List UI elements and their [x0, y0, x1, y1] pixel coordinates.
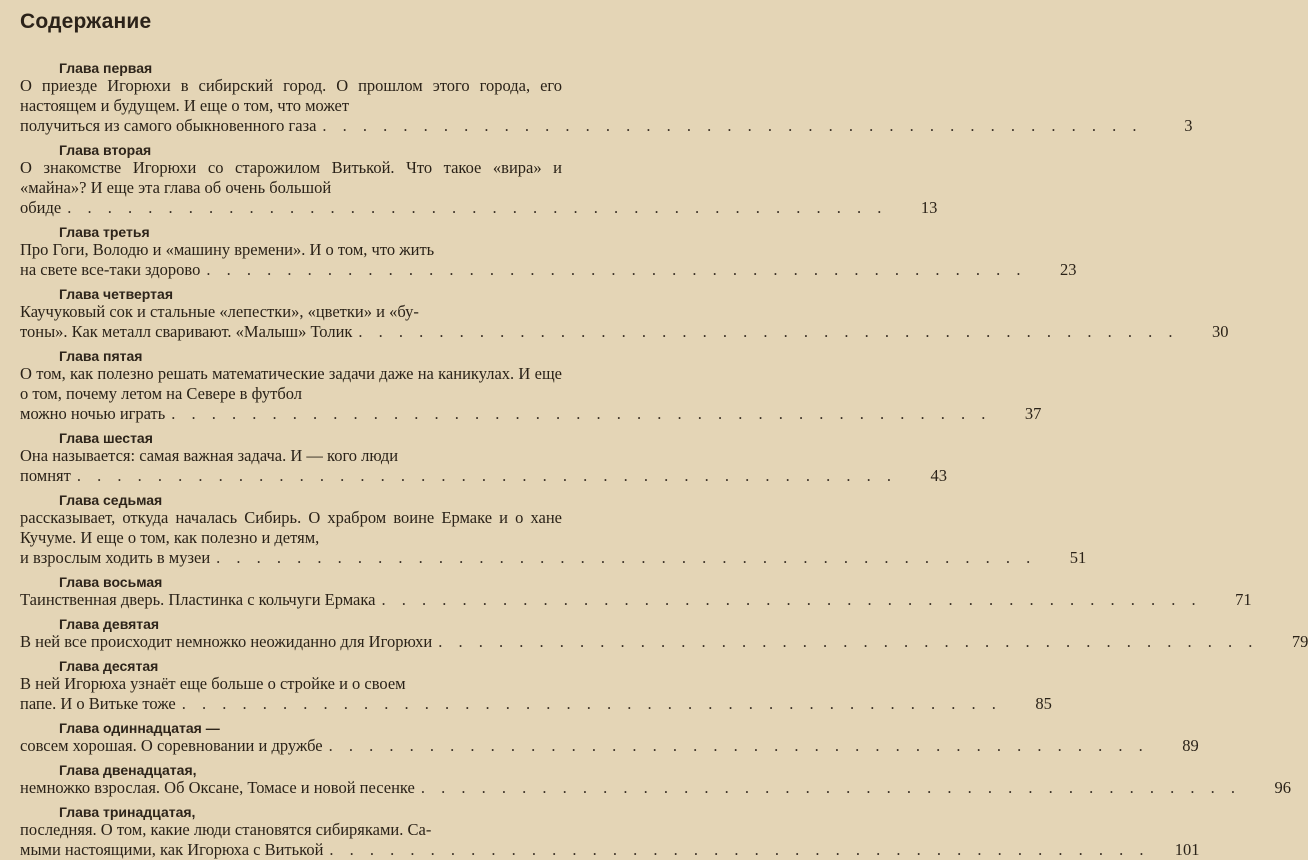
chapter-description-end: тоны». Как металл сваривают. «Малыш» Толик	[20, 322, 353, 341]
chapter-heading: Глава девятая	[59, 616, 160, 632]
chapter-description-end: помнят	[20, 466, 71, 485]
chapter-description-end: немножко взрослая. Об Оксане, Томасе и новой песенке	[20, 778, 415, 797]
chapter-description: О знакомстве Игорюхи со старожилом Витькой. Что такое «вира» и «майна»? И еще эта глава об очень большой	[20, 158, 562, 197]
page-number: 43	[930, 466, 947, 485]
toc-entry	[20, 348, 1042, 424]
toc-entry	[20, 60, 1193, 136]
page-number: 23	[1059, 260, 1077, 279]
chapter-description: Она называется: самая важная задача. И — кого люди	[20, 446, 399, 465]
chapter-last-line	[20, 404, 1042, 424]
page-number: 96	[1274, 778, 1291, 797]
page-number: 89	[1182, 736, 1199, 755]
chapter-last-line	[20, 694, 1052, 714]
toc-entry	[20, 804, 1200, 860]
chapter-heading: Глава первая	[59, 60, 153, 76]
page-number: 13	[920, 198, 938, 217]
chapter-last-line	[20, 466, 947, 486]
toc-entry	[20, 492, 1087, 568]
toc-title: Содержание	[20, 10, 152, 33]
chapter-description-end: Таинственная дверь. Пластинка с кольчуги Ермака	[20, 590, 376, 609]
chapter-heading: Глава одиннадцатая —	[59, 720, 220, 736]
chapter-heading: Глава третья	[59, 224, 150, 240]
dot-leader: . . . . . . . . . . . . . . . . . . . . . . . . . . . . . . . . . . . . . . . . .	[329, 840, 1150, 859]
toc-entry	[20, 430, 947, 486]
chapter-description: О том, как полезно решать математические задачи даже на каникулах. И еще о том, почему летом на Севере в футбол	[20, 364, 562, 403]
chapter-description-end: мыми настоящими, как Игорюха с Витькой	[20, 840, 324, 859]
chapter-heading: Глава тринадцатая,	[59, 804, 196, 820]
chapter-last-line	[20, 590, 1252, 610]
page-number: 79	[1291, 632, 1308, 651]
chapter-description-end: и взрослым ходить в музеи	[20, 548, 211, 567]
chapter-description: Про Гоги, Володю и «машину времени». И о том, что жить	[20, 240, 435, 259]
page-number: 85	[1035, 694, 1052, 713]
chapter-last-line	[20, 736, 1199, 756]
chapter-heading: Глава восьмая	[59, 574, 163, 590]
chapter-description: О приезде Игорюхи в сибирский город. О прошлом этого города, его настоящем и будущем. И еще о том, что может	[20, 76, 562, 115]
chapter-description: последняя. О том, какие люди становятся сибиряками. Са-	[20, 820, 432, 839]
chapter-last-line	[20, 260, 1077, 280]
dot-leader: . . . . . . . . . . . . . . . . . . . . . . . . . . . . . . . . . . . . . . . . .	[358, 322, 1179, 341]
chapter-last-line	[20, 632, 1308, 652]
toc-entry	[20, 142, 938, 218]
toc-entry	[20, 574, 1252, 610]
chapter-heading: Глава вторая	[59, 142, 152, 158]
chapter-description-end: папе. И о Витьке тоже	[20, 694, 176, 713]
toc-entry	[20, 286, 1229, 342]
dot-leader: . . . . . . . . . . . . . . . . . . . . . . . . . . . . . . . . . . . . . . . . .	[181, 694, 1002, 713]
toc-list	[20, 60, 1308, 860]
dot-leader: . . . . . . . . . . . . . . . . . . . . . . . . . . . . . . . . . . . . . . . . .	[206, 260, 1027, 279]
dot-leader: . . . . . . . . . . . . . . . . . . . . . . . . . . . . . . . . . . . . . . . . .	[438, 632, 1259, 651]
chapter-heading: Глава пятая	[59, 348, 143, 364]
dot-leader: . . . . . . . . . . . . . . . . . . . . . . . . . . . . . . . . . . . . . . . . .	[171, 404, 992, 423]
chapter-description: В ней Игорюха узнаёт еще больше о стройке и о своем	[20, 674, 406, 693]
page-number: 37	[1024, 404, 1042, 423]
chapter-last-line	[20, 322, 1229, 342]
page-number: 51	[1069, 548, 1087, 567]
toc-entry	[20, 762, 1291, 798]
dot-leader: . . . . . . . . . . . . . . . . . . . . . . . . . . . . . . . . . . . . . . . . .	[76, 466, 897, 485]
chapter-description-end: В ней все происходит немножко неожиданно для Игорюхи	[20, 632, 433, 651]
chapter-heading: Глава двенадцатая,	[59, 762, 197, 778]
toc-entry	[20, 658, 1052, 714]
chapter-last-line	[20, 840, 1200, 860]
chapter-description-end: на свете все-таки здорово	[20, 260, 201, 279]
page-number: 30	[1212, 322, 1229, 341]
chapter-description: рассказывает, откуда началась Сибирь. О храбром воине Ермаке и о хане Кучуме. И еще о том, как полезно и детям,	[20, 508, 562, 547]
toc-entry	[20, 616, 1308, 652]
chapter-description-end: совсем хорошая. О соревновании и дружбе	[20, 736, 323, 755]
toc-entry	[20, 224, 1077, 280]
page-number: 101	[1174, 840, 1200, 859]
toc-entry	[20, 720, 1199, 756]
chapter-last-line	[20, 548, 1087, 568]
page-number: 3	[1184, 116, 1193, 135]
dot-leader: . . . . . . . . . . . . . . . . . . . . . . . . . . . . . . . . . . . . . . . . .	[216, 548, 1037, 567]
page-number: 71	[1235, 590, 1252, 609]
dot-leader: . . . . . . . . . . . . . . . . . . . . . . . . . . . . . . . . . . . . . . . . .	[67, 198, 888, 217]
chapter-description-end: можно ночью играть	[20, 404, 166, 423]
dot-leader: . . . . . . . . . . . . . . . . . . . . . . . . . . . . . . . . . . . . . . . . .	[328, 736, 1149, 755]
dot-leader: . . . . . . . . . . . . . . . . . . . . . . . . . . . . . . . . . . . . . . . . .	[420, 778, 1241, 797]
dot-leader: . . . . . . . . . . . . . . . . . . . . . . . . . . . . . . . . . . . . . . . . .	[322, 116, 1143, 135]
chapter-heading: Глава шестая	[59, 430, 153, 446]
chapter-description: Каучуковый сок и стальные «лепестки», «цветки» и «бу-	[20, 302, 419, 321]
chapter-last-line	[20, 116, 1193, 136]
chapter-heading: Глава четвертая	[59, 286, 173, 302]
chapter-last-line	[20, 198, 938, 218]
chapter-description-end: получиться из самого обыкновенного газа	[20, 116, 317, 135]
chapter-last-line	[20, 778, 1291, 798]
chapter-heading: Глава десятая	[59, 658, 159, 674]
chapter-heading: Глава седьмая	[59, 492, 163, 508]
dot-leader: . . . . . . . . . . . . . . . . . . . . . . . . . . . . . . . . . . . . . . . . .	[381, 590, 1202, 609]
chapter-description-end: обиде	[20, 198, 62, 217]
